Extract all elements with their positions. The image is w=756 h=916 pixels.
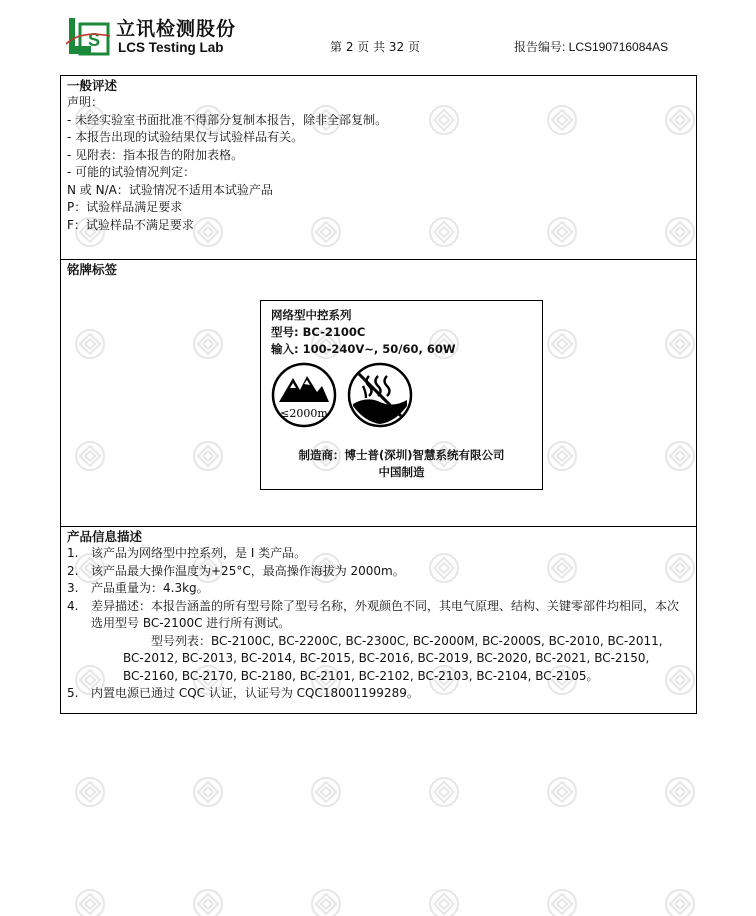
svg-text:S: S xyxy=(88,30,101,50)
verdict-line: F：试验样品不满足要求 xyxy=(67,217,194,232)
verdict-line: P：试验样品满足要求 xyxy=(67,200,183,214)
altitude-2000m-icon xyxy=(271,362,337,428)
model-number: 型号: BC-2100C xyxy=(271,325,366,339)
made-in: 中国制造 xyxy=(378,465,425,479)
nameplate-label xyxy=(260,300,543,490)
list-item: 2. 该产品最大操作温度为+25°C，最高操作海拔为 2000m。 xyxy=(67,563,405,578)
statement-line: - 未经实验室书面批准不得部分复制本报告，除非全部复制。 xyxy=(67,112,388,127)
section-title: 一般评述 xyxy=(67,78,118,93)
report-table xyxy=(60,75,697,714)
watermark-icon xyxy=(548,778,576,806)
company-name-en: LCS Testing Lab xyxy=(118,40,224,55)
non-tropical-climate-icon xyxy=(347,362,413,428)
statement-line: - 本报告出现的试验结果仅与试验样品有关。 xyxy=(67,130,304,144)
list-item: 5. 内置电源已通过 CQC 认证，认证号为 CQC18001199289。 xyxy=(67,686,419,700)
watermark-icon xyxy=(76,778,104,806)
watermark-icon xyxy=(548,890,576,916)
page-header xyxy=(0,0,756,70)
statement-line: 声明： xyxy=(67,95,104,109)
statement-line: - 可能的试验情况判定： xyxy=(67,165,196,179)
watermark-icon xyxy=(666,778,694,806)
general-remarks-section xyxy=(61,76,696,260)
list-item: 3. 产品重量为：4.3kg。 xyxy=(67,581,209,595)
watermark-icon xyxy=(312,778,340,806)
verdict-line: N 或 N/A：试验情况不适用本试验产品 xyxy=(67,182,273,197)
company-name-cn: 立讯检测股份 xyxy=(116,18,237,40)
list-item: 1. 该产品为网络型中控系列，是 I 类产品。 xyxy=(67,546,307,560)
watermark-icon xyxy=(194,890,222,916)
section-title: 铭牌标签 xyxy=(67,262,118,277)
lcs-logo-icon xyxy=(66,14,110,58)
watermark-icon xyxy=(194,778,222,806)
watermark-icon xyxy=(430,778,458,806)
product-info-section xyxy=(61,527,696,714)
watermark-icon xyxy=(76,890,104,916)
product-series: 网络型中控系列 xyxy=(271,308,352,322)
report-number: 报告编号: LCS190716084AS xyxy=(514,40,669,54)
section-title: 产品信息描述 xyxy=(67,529,143,544)
manufacturer: 制造商：博士普(深圳)智慧系统有限公司 xyxy=(298,448,505,462)
list-item: 4. 差异描述：本报告涵盖的所有型号除了型号名称，外观颜色不同，其电气原理、结构、关键零部件均相同，本次选用型号 BC-2100C 进行所有测试。 xyxy=(67,598,680,630)
watermark-icon xyxy=(312,890,340,916)
product-info-list xyxy=(67,545,690,703)
model-list: 型号列表：BC-2100C, BC-2200C, BC-2300C, BC-2000M, BC-2000S, BC-2010, BC-2011, BC-2012, BC-2013, BC-2014, BC-2015, BC-2016, BC-2019, BC-2020, BC-2021, BC-2150, BC-2160, BC-2170, BC-2180, BC-2101, BC-2102, BC-2103, BC-2104, BC-2105。 xyxy=(123,633,663,683)
watermark-icon xyxy=(666,890,694,916)
watermark-icon xyxy=(430,890,458,916)
statement-line: - 见附表：指本报告的附加表格。 xyxy=(67,147,244,162)
page-number: 第 2 页 共 32 页 xyxy=(330,40,420,54)
nameplate-section xyxy=(61,260,696,527)
input-rating: 输入: 100-240V~, 50/60, 60W xyxy=(271,342,456,356)
svg-text:≤2000m: ≤2000m xyxy=(280,407,328,420)
